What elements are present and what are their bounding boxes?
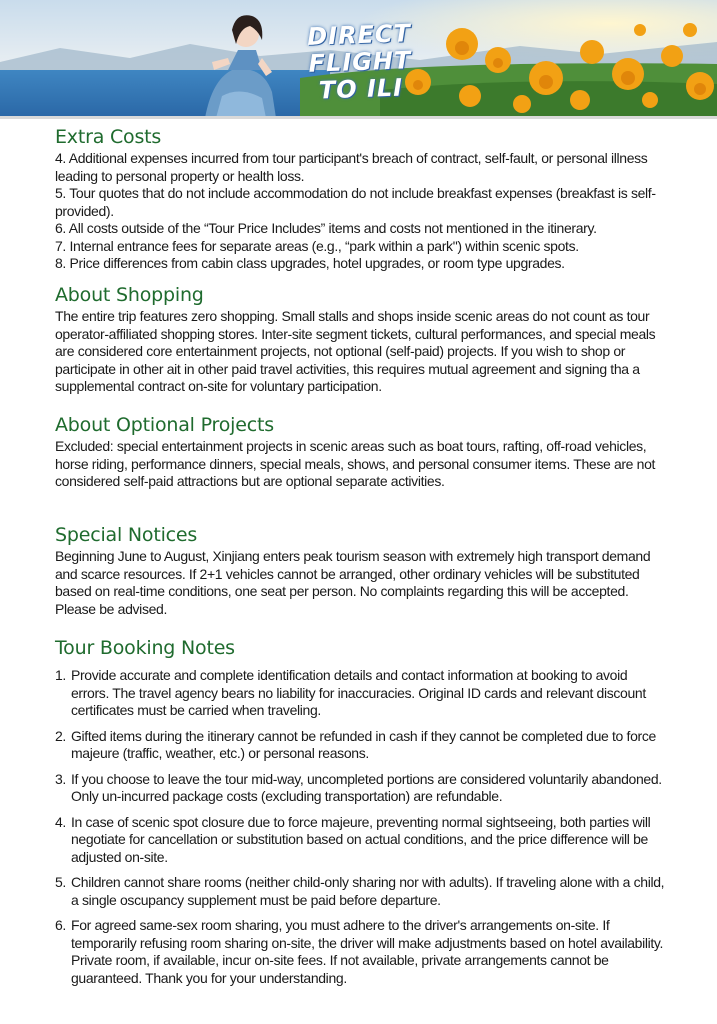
section-heading: Extra Costs	[55, 126, 162, 148]
item-text: Children cannot share rooms (neither child-only sharing nor with adults). If traveling alone with a child, a single oscupancy supplement must be paid before departure.	[71, 874, 665, 908]
banner-title-line-2: FLIGHT	[308, 46, 412, 78]
list-item: 4. Additional expenses incurred from tour participant's breach of contract, self-fault, or personal illness leading to personal property or health loss.	[55, 150, 648, 184]
list-item	[55, 728, 665, 763]
banner-divider	[0, 116, 717, 119]
item-number: 1.	[55, 667, 66, 683]
section-shopping	[55, 282, 665, 396]
section-body: The entire trip features zero shopping. Small stalls and shops inside scenic areas do not count as tour operator-affiliated shopping stores. Inter-site segment tickets, cultural performances, and special meals are considered core entertainment projects, not optional (self-paid) projects. If you wish to shop or participate in other ait in other paid travel activities, this requires mutual agreement and signing tha a supplemental contract on-site for voluntary participation.	[55, 308, 656, 394]
header-banner	[0, 0, 717, 118]
item-text: For agreed same-sex room sharing, you must adhere to the driver's arrangements on-site. If temporarily refusing room sharing on-site, the driver will make adjustments based on hotel availability. Private room, if available, incur on-site fees. If not available, private arrangements cannot be guaranteed. Thank you for your understanding.	[71, 917, 664, 986]
section-extra-costs	[55, 124, 665, 273]
item-text: Provide accurate and complete identification details and contact information at booking to avoid errors. The travel agency bears no liability for inaccuracies. Original ID cards and relevant discount certificates must be carried when traveling.	[71, 667, 646, 718]
item-number: 3.	[55, 770, 66, 787]
item-number: 6.	[55, 917, 66, 933]
item-number: 4.	[55, 813, 66, 830]
section-optional-projects	[55, 412, 665, 491]
item-text: Gifted items during the itinerary cannot be refunded in cash if they cannot be completed due to force majeure (traffic, weather, etc.) or personal reasons.	[71, 727, 656, 761]
list-item: 5. Tour quotes that do not include accommodation do not include breakfast expenses (breakfast is self-provided).	[55, 185, 656, 219]
list-item: 7. Internal entrance fees for separate areas (e.g., “park within a park") within scenic spots.	[55, 237, 579, 254]
list-item: 6. All costs outside of the “Tour Price Includes” items and costs not mentioned in the itinerary.	[55, 220, 597, 236]
booking-notes-list	[55, 667, 665, 987]
item-number: 2.	[55, 727, 66, 744]
list-item: 8. Price differences from cabin class upgrades, hotel upgrades, or room type upgrades.	[55, 255, 565, 271]
list-item	[55, 667, 665, 720]
section-body: Beginning June to August, Xinjiang enters peak tourism season with extremely high transport demand and scarce resources. If 2+1 vehicles cannot be arranged, other ordinary vehicles will be substituted based on real-time conditions, one seat per person. No complaints regarding this will be accepted. Please be advised.	[55, 548, 651, 617]
list-item	[55, 917, 665, 987]
item-text: If you choose to leave the tour mid-way, uncompleted portions are considered voluntarily abandoned. Only un-incurred package costs (excluding transportation) are refundable.	[71, 770, 662, 804]
item-number: 5.	[55, 874, 66, 890]
section-heading: Tour Booking Notes	[55, 637, 235, 659]
banner-title-line-3: TO ILI	[318, 73, 404, 105]
section-heading: About Optional Projects	[55, 414, 274, 436]
banner-title	[299, 20, 422, 105]
list-item	[55, 771, 665, 806]
section-special-notices	[55, 522, 665, 618]
section-heading: Special Notices	[55, 524, 198, 546]
list-item	[55, 874, 665, 909]
section-body: Excluded: special entertainment projects in scenic areas such as boat tours, rafting, off-road vehicles, horse riding, performance dinners, special meals, shows, and personal consumer items. These are not considered self-paid attractions but are optional separate activities.	[55, 438, 656, 489]
section-booking-notes	[55, 635, 665, 987]
item-text: In case of scenic spot closure due to force majeure, preventing normal sightseeing, both parties will negotiate for cancellation or substitution based on actual conditions, and the price difference will be adjusted on-site.	[71, 813, 651, 865]
list-item	[55, 814, 665, 867]
section-heading: About Shopping	[55, 284, 204, 306]
banner-title-line-1: DIRECT	[306, 19, 412, 51]
